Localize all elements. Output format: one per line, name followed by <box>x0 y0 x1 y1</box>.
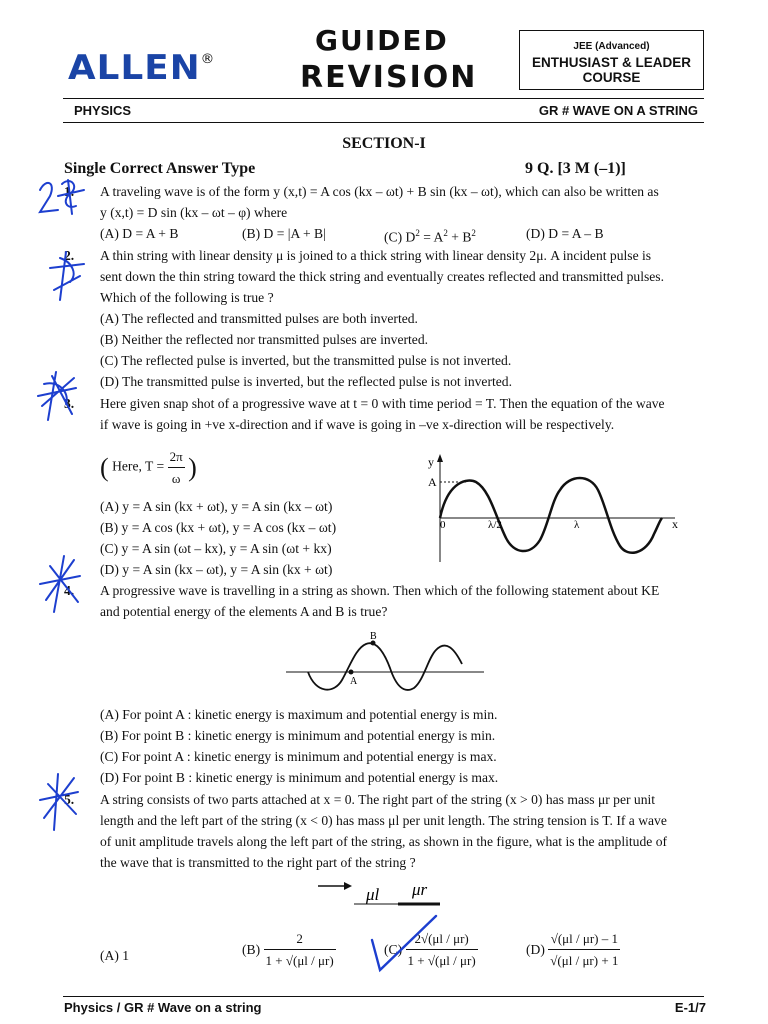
arrowhead <box>344 882 352 890</box>
q4-line1: A progressive wave is travelling in a string as shown. Then which of the following statement about KE <box>100 583 660 598</box>
q5-line4: the wave that is transmitted to the right part of the string ? <box>100 855 416 870</box>
q4-option-c: (C) For point A : kinetic energy is minimum and potential energy is max. <box>100 749 497 764</box>
q2-option-c: (C) The reflected pulse is inverted, but the transmitted pulse is not inverted. <box>100 353 512 368</box>
label-a: A <box>350 676 358 687</box>
q3-option-d: (D) y = A sin (kx – ωt), y = A sin (kx + ωt) <box>100 562 333 577</box>
q2-line1: A thin string with linear density μ is joined to a thick string with linear density 2μ. A incident pulse is <box>100 248 652 263</box>
q5-option-a: (A) 1 <box>100 948 130 963</box>
q5-number: 5. <box>64 792 75 807</box>
mu-l-label: μl <box>366 885 380 904</box>
footer-title: Physics / GR # Wave on a string <box>64 1000 262 1015</box>
q2-option-d: (D) The transmitted pulse is inverted, but the reflected pulse is not inverted. <box>100 374 512 389</box>
q3-option-b: (B) y = A cos (kx + ωt), y = A cos (kx – ωt) <box>100 520 337 535</box>
y-axis-label: y <box>428 455 434 469</box>
origin-label: 0 <box>440 519 446 531</box>
wave-curve <box>308 643 462 690</box>
q1-line2: y (x,t) = D sin (kx – ωt – φ) where <box>100 205 288 220</box>
allen-logo: ALLEN® <box>68 48 216 88</box>
section-title: SECTION-I <box>342 135 426 152</box>
q1-option-a: (A) D = A + B <box>100 226 179 241</box>
q5-option-d: (D) $\frac{√(\mu l / \mu r) - 1}{√(\mu l / \mu r) + 1}$ <box>526 928 620 971</box>
q2-line3: Which of the following is true ? <box>100 290 274 305</box>
wavelength-label: λ <box>574 519 580 531</box>
q5-option-b: (B) $\frac{2}{1 + √(\mu l / \mu r)}$ <box>242 928 336 971</box>
ink-mark-q1-left <box>40 183 58 212</box>
q1-option-b: (B) D = |A + B| <box>242 226 326 241</box>
q3-given-period: ( Here, T = $\frac{2\pi}{\omega}$ ) <box>100 446 197 489</box>
point-a <box>349 670 354 675</box>
amplitude-label: A <box>428 475 437 489</box>
q4-option-b: (B) For point B : kinetic energy is minimum and potential energy is min. <box>100 728 496 743</box>
header-rule-bottom <box>63 122 704 123</box>
title-revision: REVISION <box>300 60 478 95</box>
q2-line2: sent down the thin string toward the thick string and eventually creates reflected and transmitted pulses. <box>100 269 664 284</box>
q4-line2: and potential energy of the elements A and B is true? <box>100 604 388 619</box>
q3-number: 3. <box>64 396 75 411</box>
q4-option-d: (D) For point B : kinetic energy is minimum and potential energy is max. <box>100 770 499 785</box>
header-rule-top <box>63 98 704 99</box>
y-axis-arrow <box>437 454 443 462</box>
q1-line1: A traveling wave is of the form y (x,t) = A cos (kx – ωt) + B sin (kx – ωt), which can also be written as <box>100 184 659 199</box>
course-exam: JEE (Advanced) <box>573 41 650 52</box>
label-b: B <box>370 631 377 642</box>
q2-option-a: (A) The reflected and transmitted pulses are both inverted. <box>100 311 418 326</box>
half-wavelength-label: λ/2 <box>488 519 502 531</box>
q2-number: 2. <box>64 248 75 263</box>
q3-option-c: (C) y = A sin (ωt – kx), y = A sin (ωt + kx) <box>100 541 332 556</box>
q2-option-b: (B) Neither the reflected nor transmitted pulses are inverted. <box>100 332 429 347</box>
q5-line2: length and the left part of the string (x < 0) has mass μl per unit length. The string tension is T. If a wave <box>100 813 667 828</box>
q4-option-a: (A) For point A : kinetic energy is maximum and potential energy is min. <box>100 707 498 722</box>
q3-wave-graph <box>420 450 690 570</box>
q5-string-figure <box>310 876 460 912</box>
course-box <box>519 30 704 90</box>
q3-option-a: (A) y = A sin (kx + ωt), y = A sin (kx – ωt) <box>100 499 333 514</box>
question-type: Single Correct Answer Type <box>64 160 256 177</box>
title-guided: GUIDED <box>315 24 449 57</box>
q5-line1: A string consists of two parts attached at x = 0. The right part of the string (x > 0) has mass μr per unit <box>100 792 656 807</box>
marks-scheme: 9 Q. [3 M (–1)] <box>525 160 626 177</box>
x-axis-label: x <box>672 517 678 531</box>
q1-number: 1. <box>64 184 75 199</box>
subject-label: PHYSICS <box>74 103 132 118</box>
q3-line1: Here given snap shot of a progressive wave at t = 0 with time period = T. Then the equation of the wave <box>100 396 665 411</box>
page-number: E-1/7 <box>674 1000 706 1015</box>
q5-line3: of unit amplitude travels along the left part of the string, as shown in the figure, what is the amplitude of <box>100 834 668 849</box>
q4-wave-figure <box>280 628 490 698</box>
course-name: ENTHUSIAST & LEADER COURSE <box>531 55 691 85</box>
footer-rule <box>63 996 704 997</box>
q4-number: 4. <box>64 583 75 598</box>
q5-option-c: (C) $\frac{2√(\mu l / \mu r)}{1 + √(\mu l / \mu r)}$ <box>384 928 478 971</box>
q1-option-c: (C) $D^2 = A^2 + B^2$ <box>384 228 476 245</box>
q3-line2: if wave is going in +ve x-direction and if wave is going in –ve x-direction will be respectively. <box>100 417 615 432</box>
wave-curve <box>440 478 662 553</box>
topic-label: GR # WAVE ON A STRING <box>538 103 698 118</box>
q1-option-d: (D) D = A – B <box>526 226 604 241</box>
mu-r-label: μr <box>412 880 428 899</box>
